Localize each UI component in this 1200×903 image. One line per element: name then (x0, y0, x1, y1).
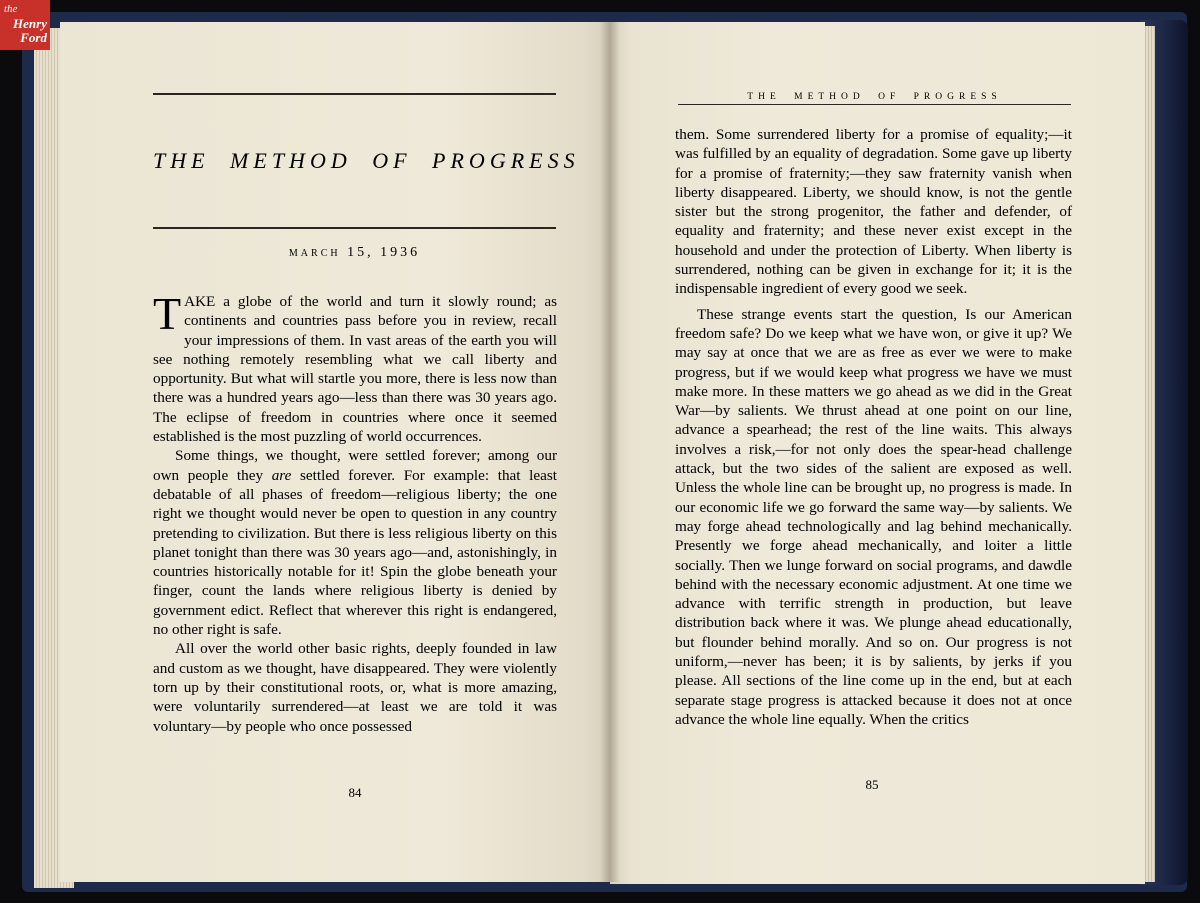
paragraph-text: Some things, we thought, were settled forever; among our own people they (153, 447, 557, 484)
emphasis-text: are (271, 466, 292, 484)
running-head-rule (678, 104, 1071, 105)
chapter-date (153, 245, 556, 261)
left-page-body (153, 288, 557, 736)
page-number-right: 85 (865, 777, 879, 792)
date-month: MARCH (288, 248, 341, 259)
logo-henry: Henry (13, 16, 47, 31)
paragraph (153, 288, 557, 446)
paragraph: These strange events start the question, Is our American freedom safe? Do we keep what we have won, or give it up? We may say at once that we are as free as ever we were to make progress, but if we would keep what progress we have we must make more. In these matters we go ahead as we did in the Great War—by salients. We thrust ahead at one point on our line, advance a spearhead; the rest of the line waits. This always involves a risk,—for not only does the spear-head challenge attack, but the two sides of the salient are exposed as well. Unless the whole line can be brought up, no progress is made. In our economic life we go forward the same way—by salients. We may forge ahead technologically and lag behind mechanically. Presently we forge ahead mechanically, and loiter a little socially. Then we lunge forward on social programs, and dawdle behind with the necessary economic adjustment. At one time we advance with terrific strength in production, but leave distribution back where it was. We plunge ahead educationally, but flounder behind morally. And so on. Our progress is not uniform,—never has been; it is by salients, by jerks if you please. All sections of the line come up in the end, but at each separate stage progress is attacked because it does not at once advance the whole line equally. When the critics (675, 305, 1072, 728)
drop-cap: T (153, 288, 182, 339)
henry-ford-logo (0, 0, 50, 50)
logo-ford: Ford (20, 30, 47, 45)
paragraph: All over the world other basic rights, deeply founded in law and custom as we thought, have disappeared. They were violently torn up by their constitutional roots, or, what is more amazing, were voluntarily surrendered—at least we are told it was voluntary—by people who once possessed (153, 640, 557, 735)
right-page-body (675, 125, 1072, 729)
page-number-left: 84 (348, 785, 362, 800)
book-gutter (600, 22, 620, 882)
paragraph-text: settled forever. For example: that least debatable of all phases of freedom—religious liberty; the one right we thought would never be open to question in any country pretending to civilization. But there is less religious liberty on this planet tonight than there was 30 years ago—and, astonishingly, in countries historically notable for it! Spin the globe beneath your finger, count the lands where religious liberty is denied by government edict. Reflect that wherever this right is endangered, no other right is safe. (153, 466, 557, 639)
title-bottom-rule (153, 227, 556, 229)
logo-the: the (4, 3, 18, 15)
paragraph (153, 446, 557, 639)
paragraph-text: AKE a globe of the world and turn it slowly round; as continents and countries pass before you in review, recall your impressions of them. In vast areas of the earth you will see nothing remotely resembling what we call liberty and opportunity. But what will startle you more, there is less now than there was a hundred years ago—less than there was 30 years ago. The eclipse of freedom in countries where once it seemed established is the most puzzling of world occurrences. (153, 293, 557, 446)
paragraph: them. Some surrendered liberty for a promise of equality;—it was fulfilled by an equality of degradation. Some gave up liberty for a promise of fraternity;—they saw fraternity vanish when liberty disappeared. Liberty, we should know, is not the gentle sister but the strong progenitor, the father and defender, of equality and fraternity; and these never exist except in the household and under the protection of Liberty. When liberty is surrendered, nothing can be given in exchange for it; it is the indispensable ingredient of every good we seek. (675, 126, 1072, 298)
date-day-year: 15, 1936 (347, 245, 421, 260)
title-top-rule (153, 93, 556, 95)
chapter-title: THE METHOD OF PROGRESS (153, 148, 580, 173)
running-head: THE METHOD OF PROGRESS (747, 92, 1002, 102)
